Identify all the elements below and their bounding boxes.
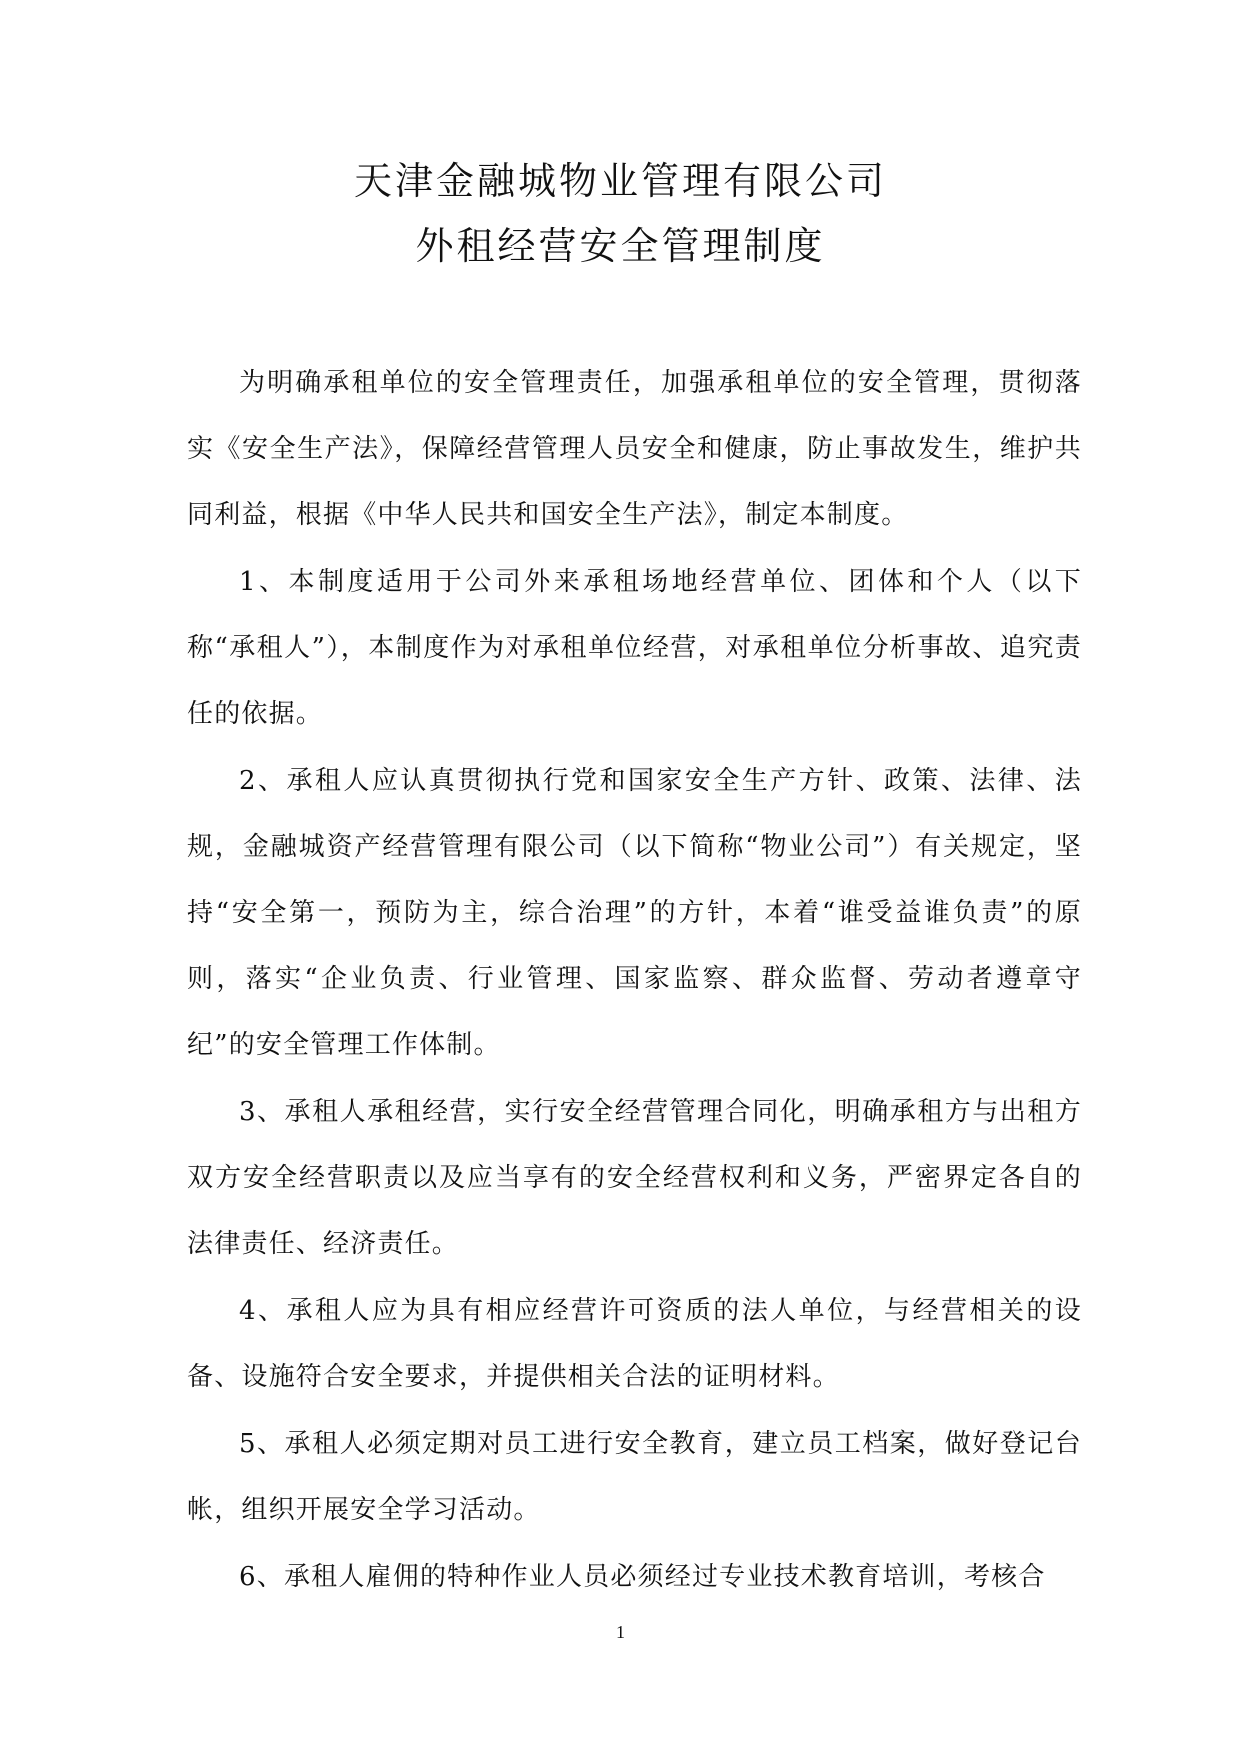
page-number: 1: [616, 1622, 625, 1642]
paragraph-clause-2: 2、承租人应认真贯彻执行党和国家安全生产方针、政策、法律、法规，金融城资产经营管理有限公司（以下简称“物业公司”）有关规定，坚持“安全第一，预防为主，综合治理”的方针，本着“谁受益谁负责”的原则，落实“企业负责、行业管理、国家监察、群众监督、劳动者遵章守纪”的安全管理工作体制。: [187, 766, 1082, 1060]
paragraph-clause-4: 4、承租人应为具有相应经营许可资质的法人单位，与经营相关的设备、设施符合安全要求，并提供相关合法的证明材料。: [187, 1296, 1082, 1392]
paragraph-clause-3: 3、承租人承租经营，实行安全经营管理合同化，明确承租方与出租方双方安全经营职责以及应当享有的安全经营权利和义务，严密界定各自的法律责任、经济责任。: [187, 1097, 1082, 1259]
document-body: [187, 350, 1082, 1611]
paragraph-preamble: 为明确承租单位的安全管理责任，加强承租单位的安全管理，贯彻落实《安全生产法》，保障经营管理人员安全和健康，防止事故发生，维护共同利益，根据《中华人民共和国安全生产法》，制定本制度。: [187, 368, 1082, 530]
document-title-regulation: 外租经营安全管理制度: [415, 224, 826, 268]
document-title-company: 天津金融城物业管理有限公司: [353, 159, 887, 203]
paragraph-clause-5: 5、承租人必须定期对员工进行安全教育，建立员工档案，做好登记台帐，组织开展安全学习活动。: [187, 1429, 1082, 1525]
paragraph-clause-6: 6、承租人雇佣的特种作业人员必须经过专业技术教育培训，考核合: [239, 1562, 1046, 1592]
paragraph-clause-1: 1、本制度适用于公司外来承租场地经营单位、团体和个人（以下称“承租人”），本制度作为对承租单位经营，对承租单位分析事故、追究责任的依据。: [187, 567, 1082, 729]
